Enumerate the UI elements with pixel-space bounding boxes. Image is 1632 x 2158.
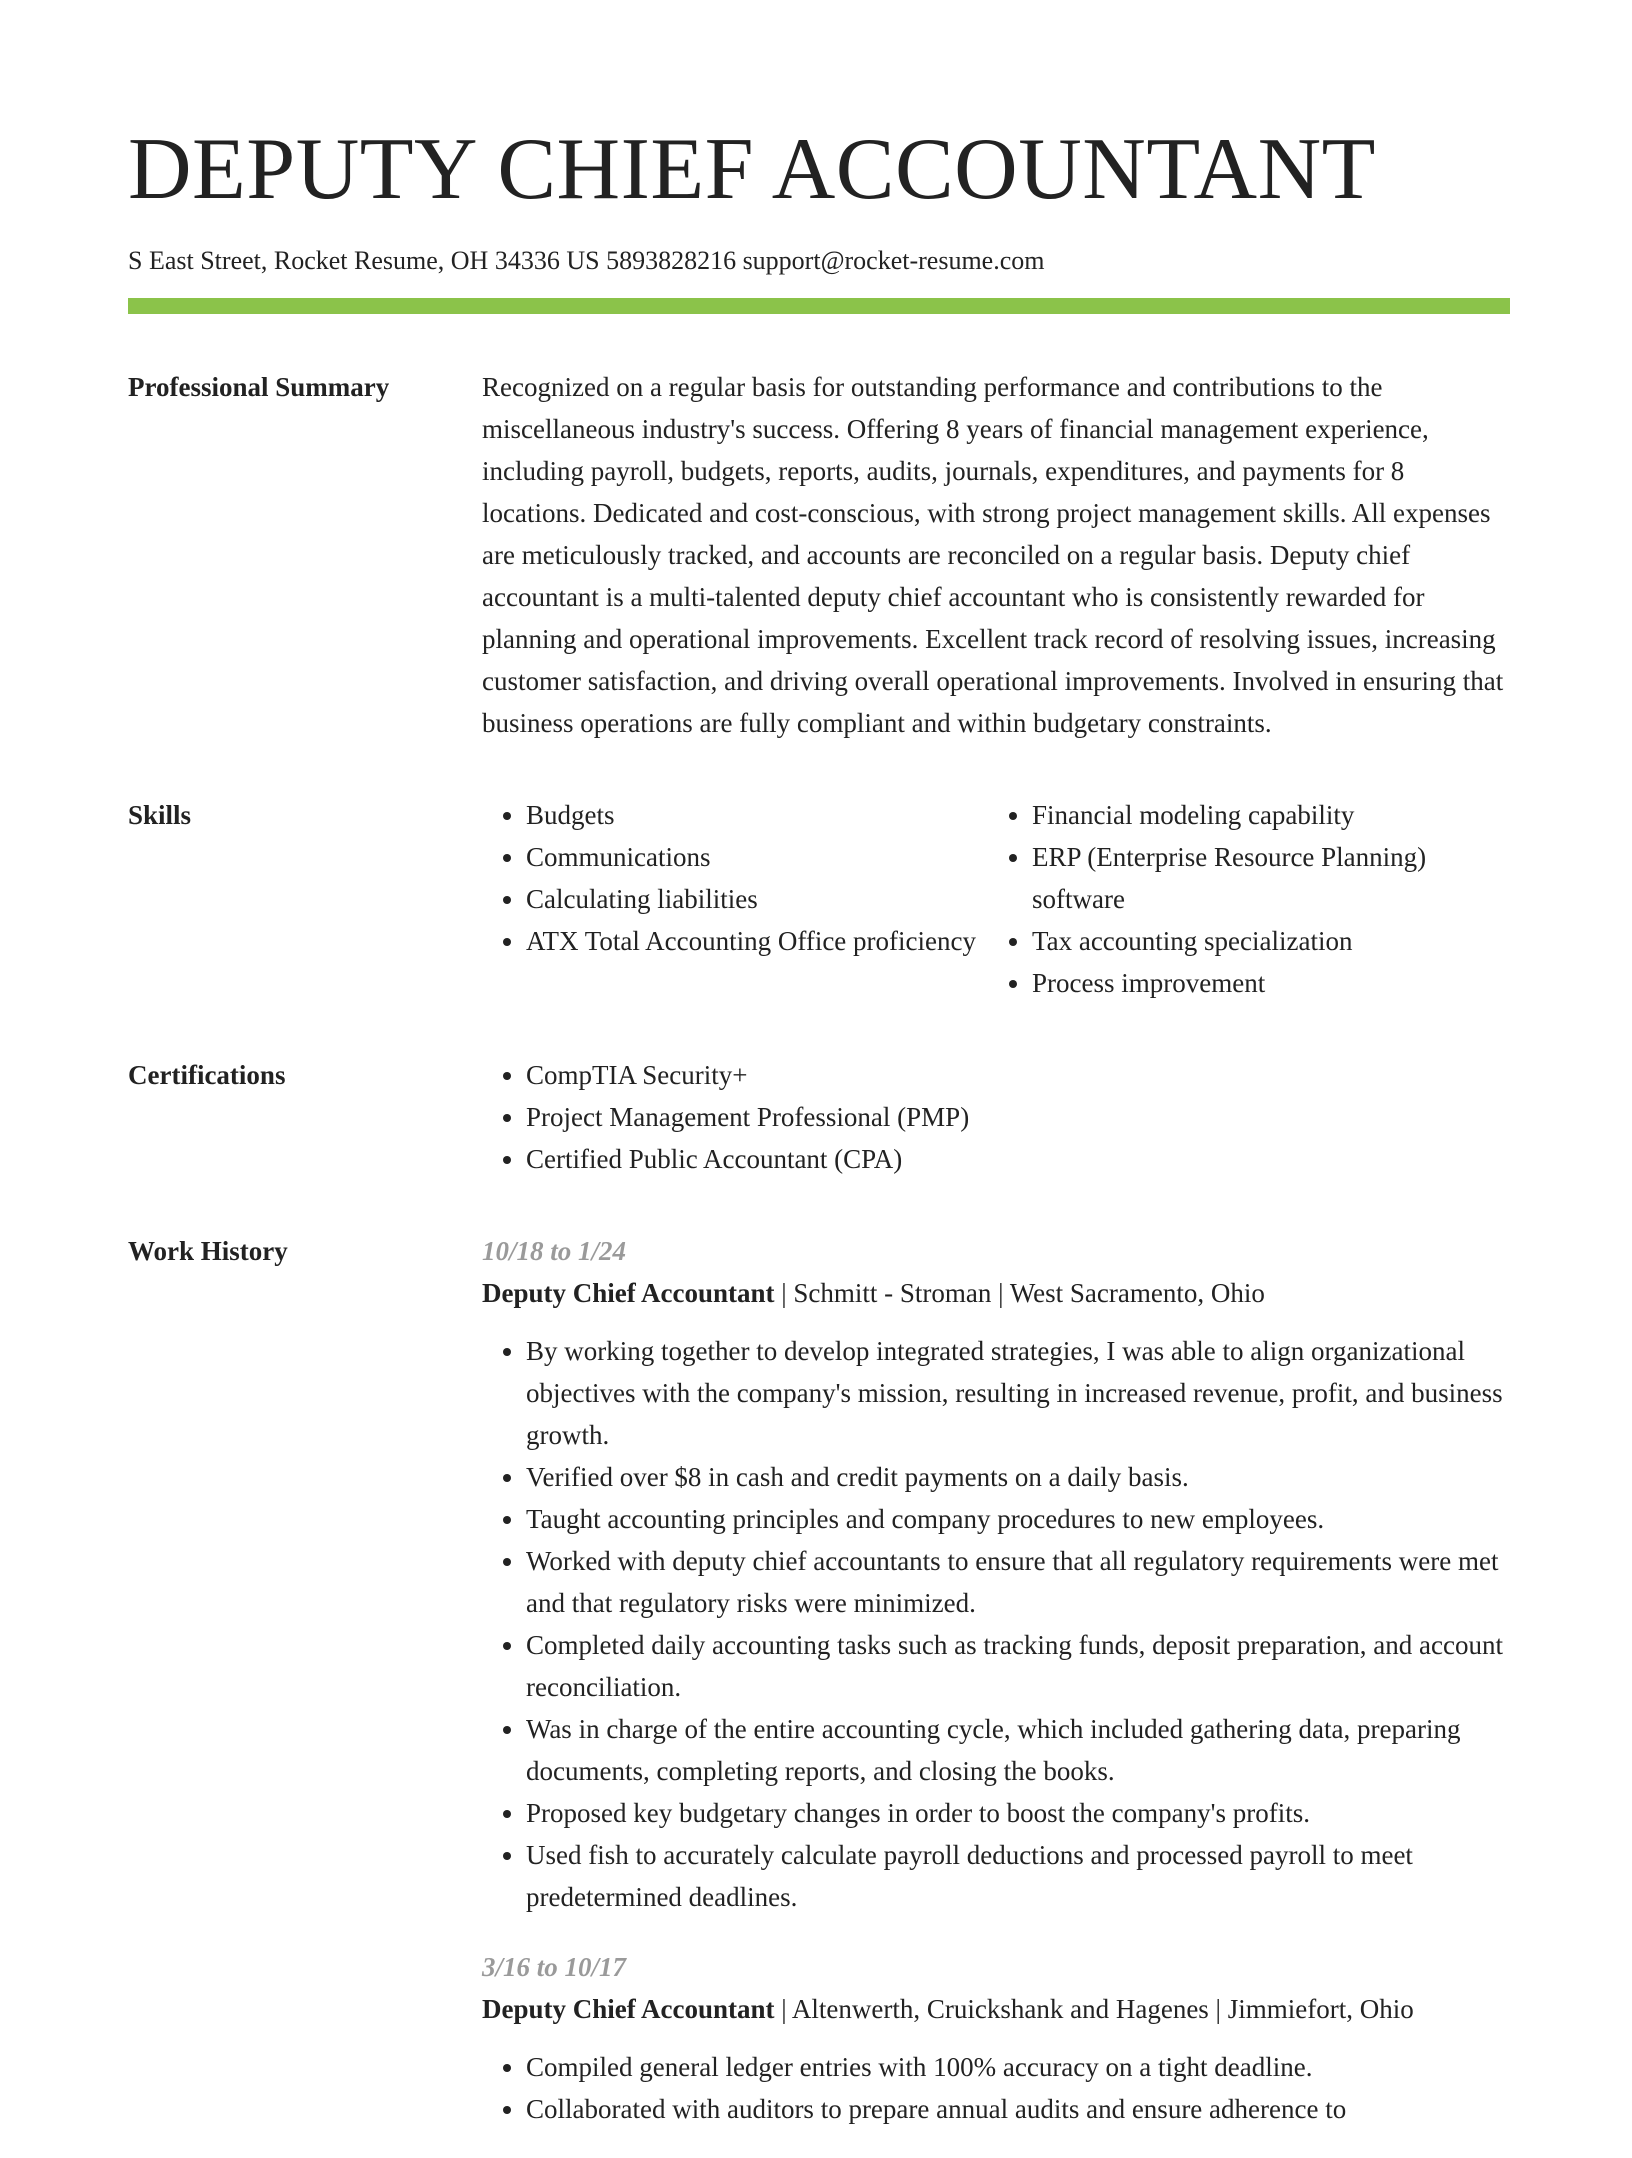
certifications-list <box>482 1054 1510 1180</box>
resume-page <box>128 118 1510 2158</box>
job-dates: 3/16 to 10/17 <box>482 1952 627 1982</box>
certifications-section <box>128 1054 1510 1180</box>
skills-body <box>482 794 1510 1004</box>
skill-item: • Process improvement <box>1032 962 1494 1004</box>
job-details: | Altenwerth, Cruickshank and Hagenes | Jimmiefort, Ohio <box>774 1994 1414 2024</box>
job-bullets <box>482 1330 1510 1918</box>
certifications-body <box>482 1054 1510 1180</box>
job-bullet: • By working together to develop integrated strategies, I was able to align organizational objectives with the company's mission, resulting in increased revenue, profit, and business growth. <box>526 1330 1510 1456</box>
skills-columns <box>482 794 1510 1004</box>
job-bullet: • Compiled general ledger entries with 100% accuracy on a tight deadline. <box>526 2046 1510 2088</box>
job-title: Deputy Chief Accountant <box>482 1994 775 2024</box>
work-history-body <box>482 1230 1510 2158</box>
job-dates: 10/18 to 1/24 <box>482 1236 627 1266</box>
skill-item: • Communications <box>526 836 988 878</box>
skill-item: • Budgets <box>526 794 988 836</box>
summary-section <box>128 366 1510 744</box>
certification-item: • Project Management Professional (PMP) <box>526 1096 1510 1138</box>
certification-item: • CompTIA Security+ <box>526 1054 1510 1096</box>
work-history-section <box>128 1230 1510 2158</box>
job-bullet: • Collaborated with auditors to prepare annual audits and ensure adherence to <box>526 2088 1510 2130</box>
certifications-label: Certifications <box>128 1060 286 1090</box>
contact-line: S East Street, Rocket Resume, OH 34336 US 5893828216 support@rocket-resume.com <box>128 246 1045 275</box>
skill-item: • Financial modeling capability <box>1032 794 1494 836</box>
skills-section <box>128 794 1510 1004</box>
skills-column-left <box>482 794 988 1004</box>
skill-item: • Tax accounting specialization <box>1032 920 1494 962</box>
job-title: Deputy Chief Accountant <box>482 1278 775 1308</box>
summary-text: Recognized on a regular basis for outstanding performance and contributions to the miscellaneous industry's success. Offering 8 years of financial management experience, including payroll, budgets, reports, audits, journals, expenditures, and payments for 8 locations. Dedicated and cost-conscious, with strong project management skills. All expenses are meticulously tracked, and accounts are reconciled on a regular basis. Deputy chief accountant is a multi-talented deputy chief accountant who is consistently rewarded for planning and operational improvements. Excellent track record of resolving issues, increasing customer satisfaction, and driving overall operational improvements. Involved in ensuring that business operations are fully compliant and within budgetary constraints. <box>482 372 1504 738</box>
summary-label: Professional Summary <box>128 372 390 402</box>
job-heading <box>482 1988 1510 2030</box>
job-bullet: • Proposed key budgetary changes in order to boost the company's profits. <box>526 1792 1510 1834</box>
skill-item: • Calculating liabilities <box>526 878 988 920</box>
job-bullet: • Completed daily accounting tasks such as tracking funds, deposit preparation, and account reconciliation. <box>526 1624 1510 1708</box>
skills-column-right <box>988 794 1494 1004</box>
skills-label: Skills <box>128 800 192 830</box>
resume-title: DEPUTY CHIEF ACCOUNTANT <box>128 121 1376 218</box>
job-entry <box>482 1230 1510 1918</box>
skill-item: • ERP (Enterprise Resource Planning) software <box>1032 836 1494 920</box>
job-bullet: • Used fish to accurately calculate payroll deductions and processed payroll to meet predetermined deadlines. <box>526 1834 1510 1918</box>
work-history-label: Work History <box>128 1236 288 1266</box>
job-bullet: • Was in charge of the entire accounting cycle, which included gathering data, preparing documents, completing reports, and closing the books. <box>526 1708 1510 1792</box>
certification-item: • Certified Public Accountant (CPA) <box>526 1138 1510 1180</box>
job-details: | Schmitt - Stroman | West Sacramento, Ohio <box>774 1278 1265 1308</box>
job-bullets <box>482 2046 1510 2130</box>
skills-list-left <box>482 794 988 962</box>
summary-body <box>482 366 1510 744</box>
job-bullet: • Verified over $8 in cash and credit payments on a daily basis. <box>526 1456 1510 1498</box>
skills-list-right <box>988 794 1494 1004</box>
job-heading <box>482 1272 1510 1314</box>
job-bullet: • Worked with deputy chief accountants to ensure that all regulatory requirements were met and that regulatory risks were minimized. <box>526 1540 1510 1624</box>
header-divider <box>128 298 1510 314</box>
skill-item: • ATX Total Accounting Office proficiency <box>526 920 988 962</box>
job-entry <box>482 1946 1510 2130</box>
job-bullet: • Taught accounting principles and company procedures to new employees. <box>526 1498 1510 1540</box>
